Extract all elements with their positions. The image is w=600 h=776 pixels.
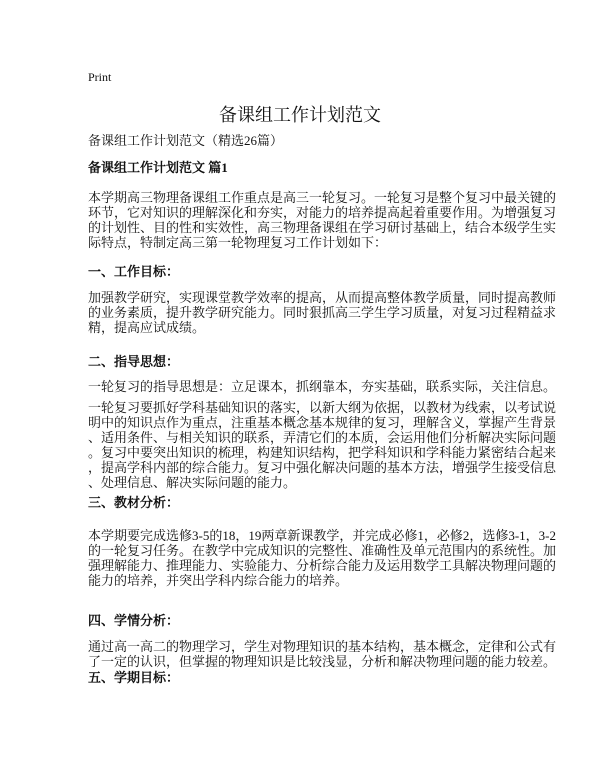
text-line: 本学期要完成选修3-5的18，19两章新课教学，并完成必修1，必修2，选修3-1，3-2 xyxy=(88,528,556,543)
text-line: 通过高一高二的物理学习，学生对物理知识的基本结构，基本概念，定律和公式有 xyxy=(88,639,557,654)
section-paragraph xyxy=(88,528,557,588)
section-heading xyxy=(88,354,528,369)
text-line: 备课组工作计划范文（精选26篇） xyxy=(88,133,284,148)
text-line: 本学期高三物理备课组工作重点是高三一轮复习。一轮复习是整个复习中最关键的 xyxy=(88,190,557,205)
subtitle xyxy=(88,133,528,148)
section-heading xyxy=(88,264,528,279)
text-line: 、适用条件、与相关知识的联系，弄清它们的本质，会运用他们分析解决实际问题 xyxy=(88,430,557,445)
text-line: 。复习中要突出知识的梳理，构建知识结构，把学科知识和学科能力紧密结合起来 xyxy=(88,445,557,460)
section-paragraph xyxy=(88,639,557,669)
text-line: 四、学情分析： xyxy=(88,613,180,628)
text-line: 的一轮复习任务。在教学中完成知识的完整性、准确性及单元范围内的系统性。加 xyxy=(88,543,557,558)
text-line: 加强教学研究，实现课堂教学效率的提高，从而提高整体教学质量，同时提高教师 xyxy=(88,290,557,305)
text-line: 、处理信息、解决实际问题的能力。 xyxy=(88,475,297,490)
text-line: 一轮复习要抓好学科基础知识的落实，以新大纲为依据，以教材为线索，以考试说 xyxy=(88,400,557,415)
section-heading xyxy=(88,495,528,510)
section-heading xyxy=(88,613,528,628)
text-line: 际特点，特制定高三第一轮物理复习工作计划如下： xyxy=(88,235,388,250)
text-line: 备课组工作计划范文 篇1 xyxy=(88,160,228,175)
text-line: 能力的培养，并突出学科内综合能力的培养。 xyxy=(88,573,349,588)
text-line: 一轮复习的指导思想是：立足课本，抓纲靠本，夯实基础，联系实际，关注信息。 xyxy=(88,379,557,394)
text-line: 了一定的认识，但掌握的物理知识是比较浅显，分析和解决物理问题的能力较差。 xyxy=(88,654,557,669)
text-line: 五、学期目标： xyxy=(88,670,180,685)
text-line: ，提高学科内部的综合能力。复习中强化解决问题的基本方法，增强学生接受信息 xyxy=(88,460,557,475)
text-line: 的业务素质，提升教学研究能力。同时狠抓高三学生学习质量，对复习过程精益求 xyxy=(88,305,557,320)
section-paragraph xyxy=(88,290,557,335)
article-heading xyxy=(88,160,528,175)
section-paragraph xyxy=(88,400,557,490)
text-line: 强理解能力、推理能力、实验能力、分析综合能力及运用数学工具解决物理问题的 xyxy=(88,558,557,573)
text-line: 三、教材分析： xyxy=(88,495,180,510)
text-line: 的计划性、目的性和实效性，高三物理备课组在学习研讨基础上，结合本级学生实 xyxy=(88,220,557,235)
section-heading xyxy=(88,670,528,685)
section-paragraph xyxy=(88,379,557,394)
text-line: 环节，它对知识的理解深化和夯实，对能力的培养提高起着重要作用。为增强复习 xyxy=(88,205,557,220)
page-title: 备课组工作计划范文 xyxy=(219,105,381,125)
text-line: 精，提高应试成绩。 xyxy=(88,320,206,335)
text-line: 二、指导思想： xyxy=(88,354,180,369)
text-line: 一、工作目标： xyxy=(88,264,180,279)
intro-paragraph xyxy=(88,190,557,250)
text-line: 明中的知识点作为重点，注重基本概念基本规律的复习，理解含义，掌握产生背景 xyxy=(88,415,557,430)
print-label: Print xyxy=(88,70,112,84)
